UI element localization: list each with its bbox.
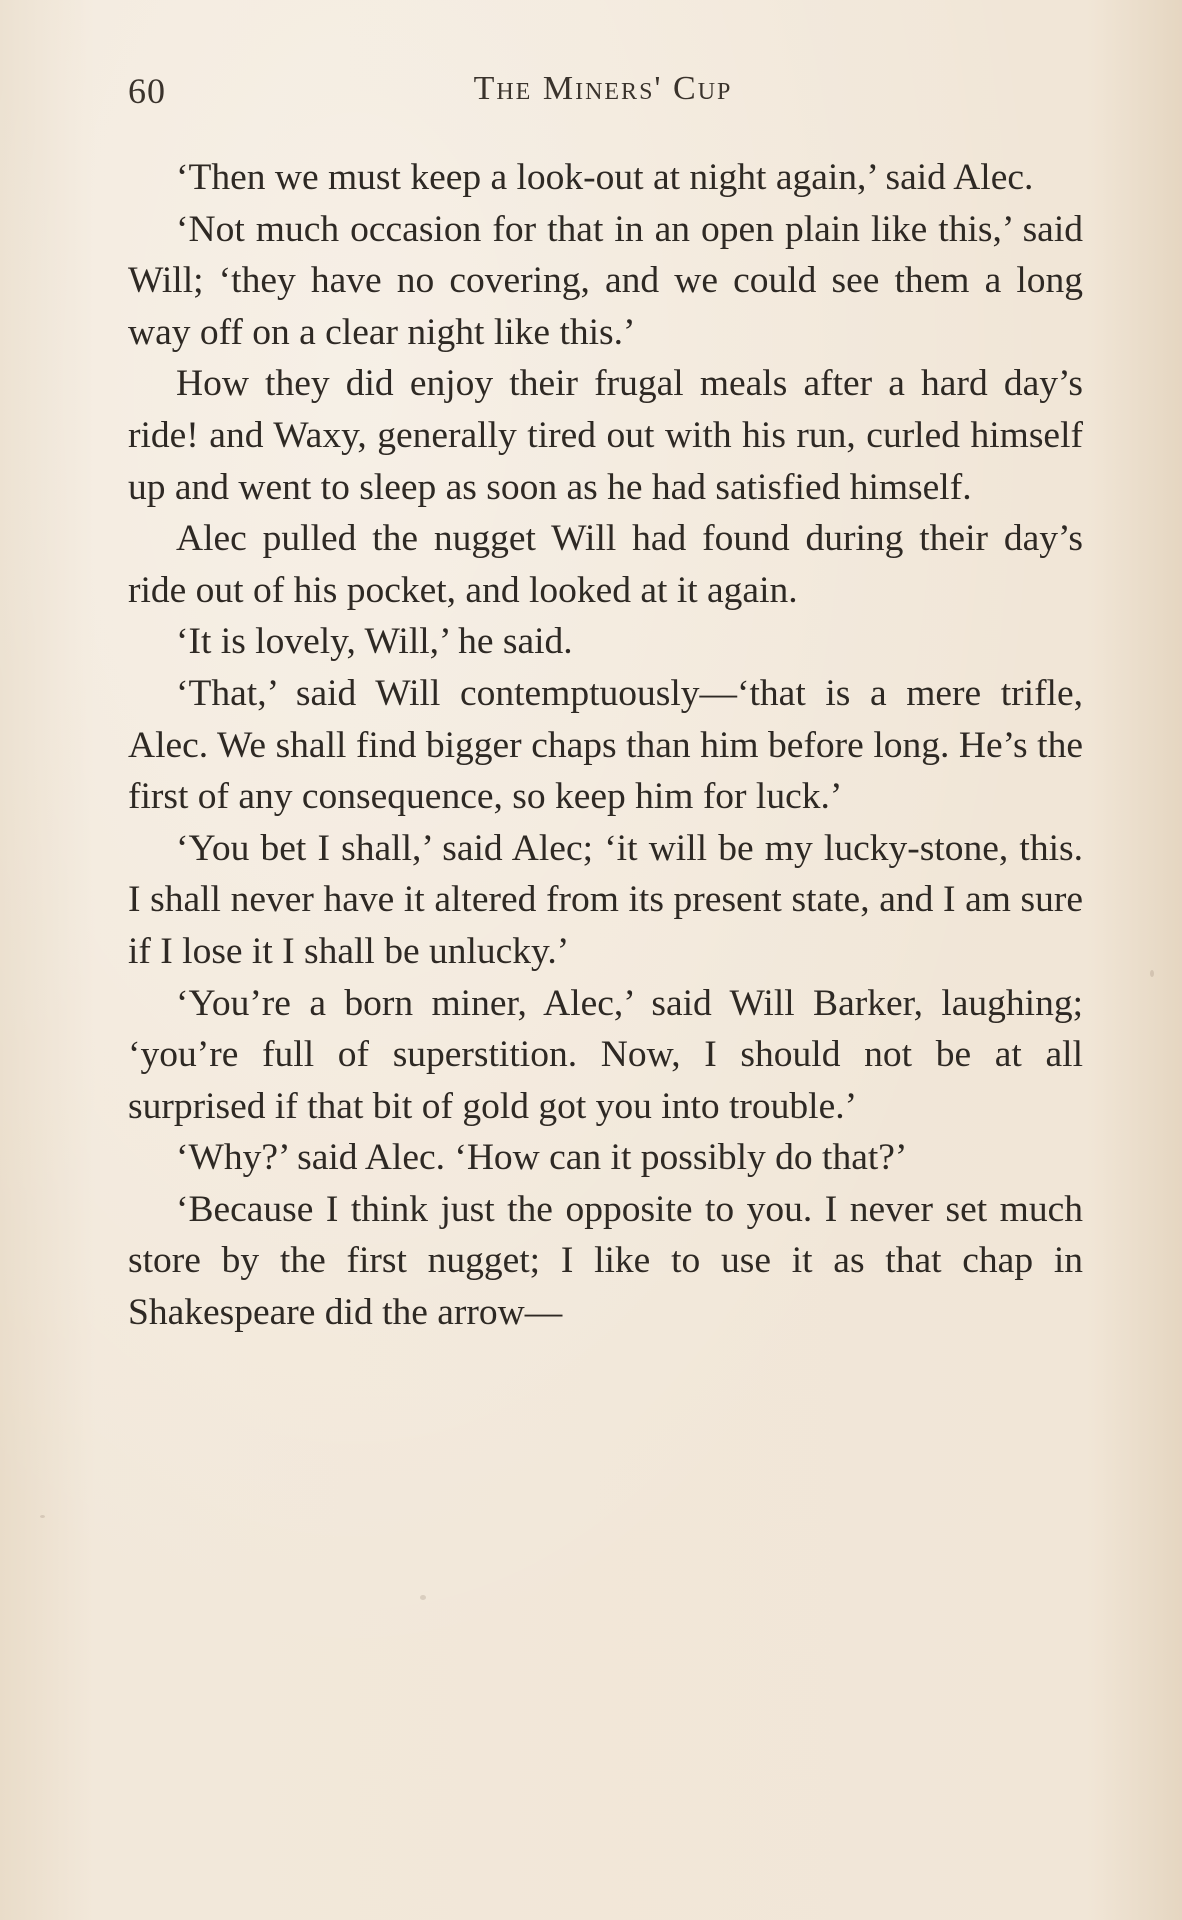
- paper-speck: [40, 1515, 45, 1518]
- paragraph: ‘Because I think just the opposite to you. I never set much store by the first nugget; I like to use it as that chap in Shakespeare did the arrow—: [128, 1188, 1083, 1334]
- paragraph: ‘You’re a born miner, Alec,’ said Will Barker, laughing; ‘you’re full of superstition. Now, I should not be at all surprised if that bit of gold got you into trouble.’: [128, 982, 1083, 1127]
- paragraph: ‘Why?’ said Alec. ‘How can it possibly do that?’: [176, 1137, 908, 1179]
- paragraph: ‘That,’ said Will contemptuously—‘that is a mere trifle, Alec. We shall find bigger chaps than him before long. He’s the first of any consequence, so keep him for luck.’: [128, 672, 1083, 818]
- paragraph: How they did enjoy their frugal meals after a hard day’s ride! and Waxy, generally tired out with his run, curled himself up and went to sleep as soon as he had satisfied himself.: [128, 363, 1083, 508]
- paper-speck: [420, 1595, 426, 1600]
- page-number: 60: [128, 71, 166, 111]
- paragraph: ‘It is lovely, Will,’ he said.: [176, 621, 573, 663]
- page-header: [128, 70, 1078, 120]
- paragraph: Alec pulled the nugget Will had found during their day’s ride out of his pocket, and looked at it again.: [128, 518, 1083, 611]
- paragraph: ‘Not much occasion for that in an open plain like this,’ said Will; ‘they have no covering, and we could see them a long way off on a clear night like this.’: [128, 208, 1083, 353]
- paragraph: ‘Then we must keep a look-out at night again,’ said Alec.: [176, 157, 1034, 198]
- running-title: The Miners' Cup: [473, 70, 733, 107]
- paper-speck: [1150, 970, 1154, 977]
- page-body: [128, 152, 1083, 1339]
- paragraph: ‘You bet I shall,’ said Alec; ‘it will be my lucky-stone, this. I shall never have it altered from its present state, and I am sure if I lose it I shall be unlucky.’: [128, 827, 1083, 972]
